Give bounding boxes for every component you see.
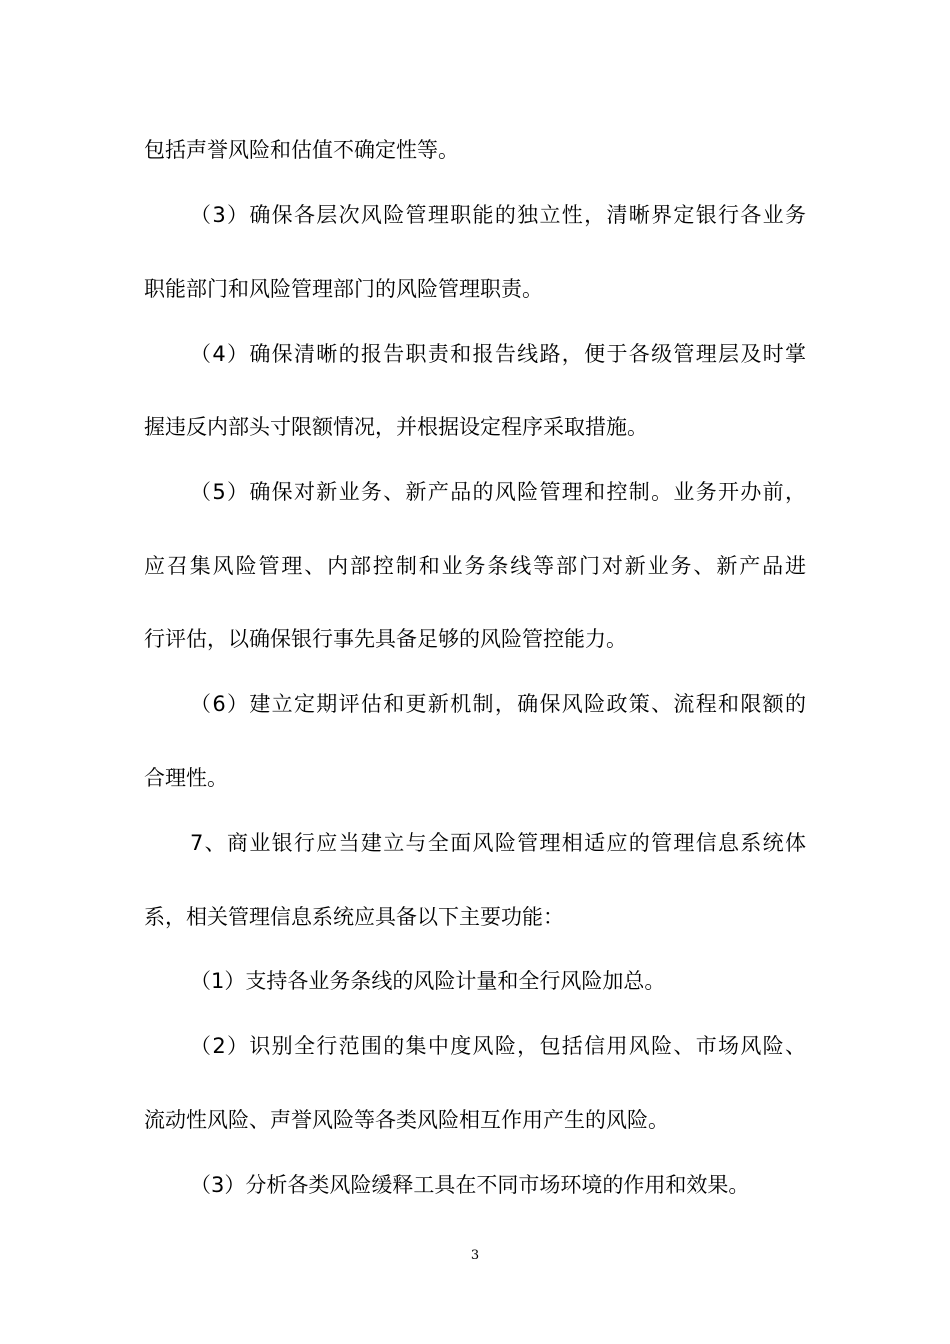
- page-number: 3: [470, 1248, 480, 1263]
- text-line-5: 握违反内部头寸限额情况，并根据设定程序采取措施。: [144, 415, 648, 439]
- text-line-14: （2）识别全行范围的集中度风险，包括信用风险、市场风险、: [190, 1034, 806, 1058]
- text-line-9: （6）建立定期评估和更新机制，确保风险政策、流程和限额的: [190, 692, 806, 716]
- text-line-8: 行评估，以确保银行事先具备足够的风险管控能力。: [144, 627, 627, 651]
- text-line-16: （3）分析各类风险缓释工具在不同市场环境的作用和效果。: [190, 1173, 750, 1197]
- text-line-6: （5）确保对新业务、新产品的风险管理和控制。业务开办前，: [190, 480, 806, 504]
- text-line-4: （4）确保清晰的报告职责和报告线路，便于各级管理层及时掌: [190, 342, 806, 366]
- text-line-3: 职能部门和风险管理部门的风险管理职责。: [144, 277, 543, 301]
- text-line-12: 系，相关管理信息系统应具备以下主要功能：: [144, 905, 564, 929]
- text-line-13: （1）支持各业务条线的风险计量和全行风险加总。: [190, 969, 666, 993]
- text-line-15: 流动性风险、声誉风险等各类风险相互作用产生的风险。: [144, 1108, 669, 1132]
- text-line-7: 应召集风险管理、内部控制和业务条线等部门对新业务、新产品进: [144, 554, 806, 578]
- text-line-1: 包括声誉风险和估值不确定性等。: [144, 138, 459, 162]
- text-line-11: 7、商业银行应当建立与全面风险管理相适应的管理信息系统体: [190, 831, 806, 855]
- text-line-2: （3）确保各层次风险管理职能的独立性，清晰界定银行各业务: [190, 203, 806, 227]
- text-line-10: 合理性。: [144, 766, 228, 790]
